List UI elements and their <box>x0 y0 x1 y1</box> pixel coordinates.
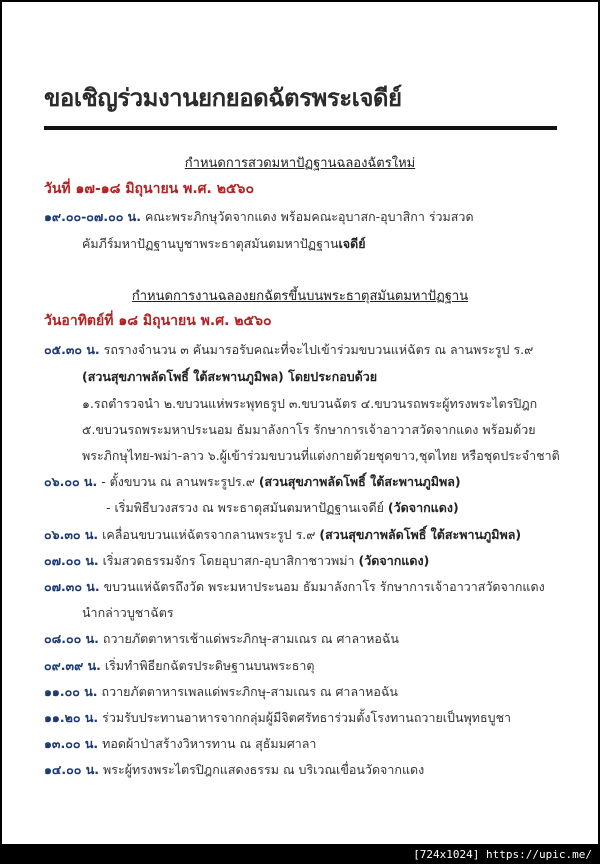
schedule-item <box>44 472 461 492</box>
item-text: เริ่มทำพิธียกฉัตรประดิษฐานบนพระธาตุ <box>100 658 315 673</box>
schedule-item <box>44 551 429 571</box>
section2-heading: กำหนดการงานฉลองยกฉัตรขึ้นบนพระธาตุสมันตมหาปัฏฐาน <box>131 289 469 304</box>
item-text: เริ่มสวดธรรมจักร โดยอุบาสก-อุบาสิกาชาวพม่า <box>98 553 359 568</box>
item-time: ๐๗.๐๐ น. <box>44 553 99 568</box>
schedule-item <box>44 525 521 545</box>
item-text: คณะพระภิกษุวัดจากแดง พร้อมคณะอุบาสก-อุบาสิกา ร่วมสวด <box>140 209 474 224</box>
item-text: ทอดผ้าป่าสร้างวิหารทาน ณ สุธัมมศาลา <box>98 736 317 751</box>
item-text-bold: (วัดจากแดง) <box>387 500 459 515</box>
item-text: คัมภีร์มหาปัฏฐานบูชาพระธาตุสมันตมหาปัฏฐาน <box>82 236 339 251</box>
item-text-bold: (วัดจากแดง) <box>358 553 430 568</box>
schedule-item <box>44 207 474 227</box>
item-text: ร่วมรับประทานอาหารจากกลุ่มผู้มีจิตศรัทธาร่วมตั้งโรงทานถวายเป็นพุทธบูชา <box>98 710 512 725</box>
item-time: ๑๔.๐๐ น. <box>44 762 100 777</box>
item-text: ขบวนแห่ฉัตรถึงวัด พระมหาประนอม ธัมมาลังกาโร รักษาการเจ้าอาวาสวัดจากแดง <box>99 579 545 594</box>
item-text: เคลื่อนขบวนแห่ฉัตรจากลานพระรูป ร.๙ <box>98 527 320 542</box>
item-text-bold: เจดีย์ <box>338 236 366 251</box>
item-text: - ตั้งขบวน ณ ลานพระรูปร.๙ <box>97 474 259 489</box>
title-divider <box>44 126 557 130</box>
item-time: ๐๖.๓๐ น. <box>44 527 99 542</box>
item-text: ถวายภัตตาหารเช้าแด่พระภิกษุ-สามเณร ณ ศาลาหอฉัน <box>98 631 399 646</box>
schedule-item <box>44 760 424 780</box>
page-title: ขอเชิญร่วมงานยกยอดฉัตรพระเจดีย์ <box>44 84 402 112</box>
item-text: พระผู้ทรงพระไตรปิฎกแสดงธรรม ณ บริเวณเขื่อนวัดจากแดง <box>99 762 425 777</box>
schedule-item-cont: ๑.รถตำรวจนำ ๒.ขบวนแห่พระพุทธรูป ๓.ขบวนฉัตร ๔.ขบวนรถพระผู้ทรงพระไตรปิฎก <box>82 396 538 411</box>
schedule-item-cont: พระภิกษุไทย-พม่า-ลาว ๖.ผู้เข้าร่วมขบวนที่แต่งกายด้วยชุดขาว,ชุดไทย หรือชุดประจำชาติ <box>82 448 560 463</box>
item-text-bold: (สวนสุขภาพลัดโพธิ์ ใต้สะพานภูมิพล) <box>319 527 522 542</box>
item-text: ถวายภัตตาหารเพลแด่พระภิกษุ-สามเณร ณ ศาลาหอฉัน <box>97 684 398 699</box>
document-page <box>2 2 598 844</box>
item-text: - เริ่มพิธีบวงสรวง ณ พระธาตุสมันตมหาปัฏฐานเจดีย์ <box>106 500 388 515</box>
item-text: รถรางจำนวน ๓ คันมารอรับคณะที่จะไปเข้าร่วมขบวนแห่ฉัตร ณ ลานพระรูป ร.๙ <box>99 342 534 357</box>
schedule-item-cont: (สวนสุขภาพลัดโพธิ์ ใต้สะพานภูมิพล) โดยประกอบด้วย <box>82 369 378 384</box>
schedule-item <box>44 340 533 360</box>
item-time: ๑๑.๐๐ น. <box>44 684 98 699</box>
item-time: ๐๖.๐๐ น. <box>44 474 98 489</box>
item-time: ๑๙.๐๐-๐๗.๐๐ น. <box>44 209 141 224</box>
item-time: ๐๘.๐๐ น. <box>44 631 99 646</box>
schedule-item <box>44 682 398 702</box>
schedule-item-cont <box>82 234 366 254</box>
item-time: ๑๓.๐๐ น. <box>44 736 99 751</box>
item-time: ๐๗.๓๐ น. <box>44 579 100 594</box>
image-host-watermark: [724x1024] https://upic.me/ <box>413 848 592 861</box>
schedule-item <box>44 629 399 649</box>
schedule-item <box>44 656 315 676</box>
item-time: ๑๑.๒๐ น. <box>44 710 99 725</box>
schedule-item-cont: นำกล่าวบูชาฉัตร <box>82 605 174 620</box>
section2-date: วันอาทิตย์ที่ ๑๘ มิถุนายน พ.ศ. ๒๕๖๐ <box>44 313 272 329</box>
item-time: ๐๕.๓๐ น. <box>44 342 100 357</box>
section1-date: วันที่ ๑๗-๑๘ มิถุนายน พ.ศ. ๒๕๖๐ <box>44 181 254 197</box>
schedule-item-cont <box>106 498 459 518</box>
schedule-item <box>44 734 316 754</box>
item-text-bold: (สวนสุขภาพลัดโพธิ์ ใต้สะพานภูมิพล) <box>258 474 461 489</box>
schedule-item-cont: ๕.ขบวนรถพระมหาประนอม ธัมมาลังกาโร รักษาการเจ้าอาวาสวัดจากแดง พร้อมด้วย <box>82 422 536 437</box>
section1-heading: กำหนดการสวดมหาปัฏฐานฉลองฉัตรใหม่ <box>184 156 416 171</box>
item-time: ๐๙.๓๙ น. <box>44 658 101 673</box>
schedule-item <box>44 708 511 728</box>
schedule-item <box>44 577 545 597</box>
